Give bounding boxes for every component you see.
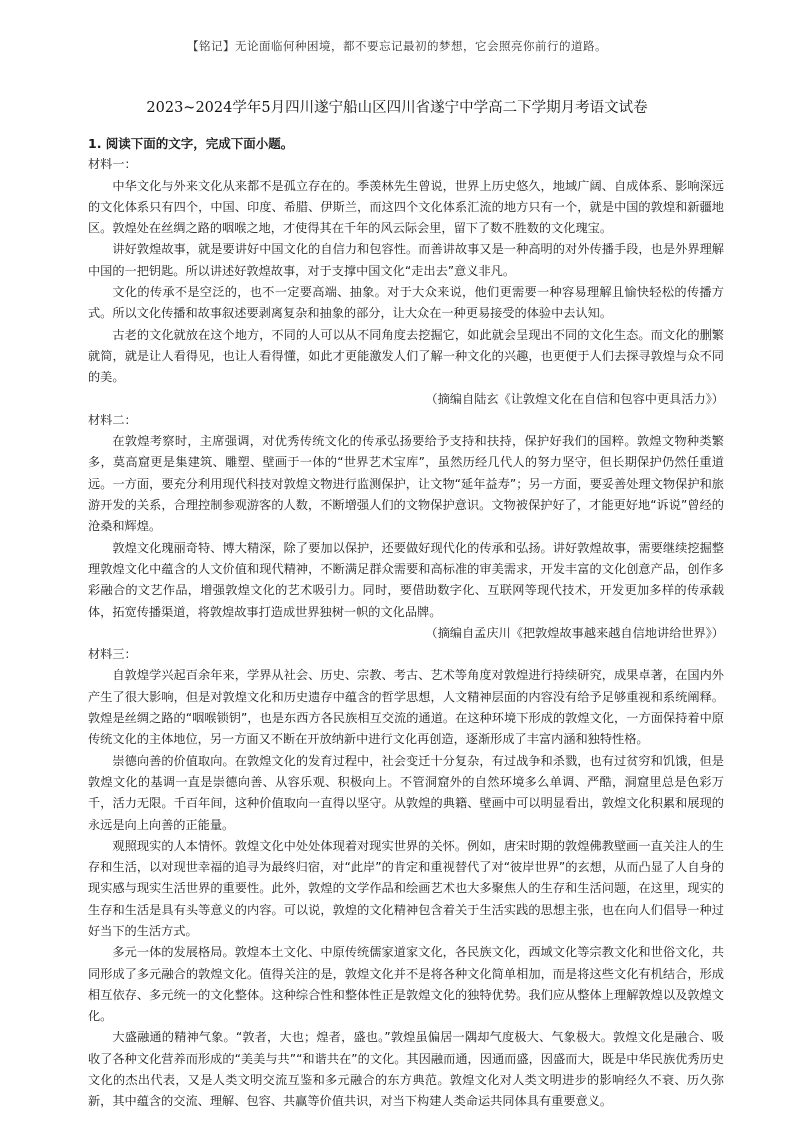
material1-label: 材料一： — [88, 157, 137, 172]
material3-paragraph: 自敦煌学兴起百余年来，学界从社会、历史、宗教、考古、艺术等角度对敦煌进行持续研究，成果卓著，在国内外产生了很大影响，但是对敦煌文化和历史遗存中蕴含的哲学思想，人文精神层面的内容没有给予足够重视和系统阐释。敦煌是丝绸之路的“咽喉锁钥”，也是东西方各民族相互交流的通道。在这种环境下形成的敦煌文化，一方面保持着中原传统文化的主体地位，另一方面又不断在开放纳新中进行文化再创造，逐渐形成了丰富内涵和独特性格。 — [88, 668, 724, 747]
page-title: 2023~2024学年5月四川遂宁船山区四川省遂宁中学高二下学期月考语文试卷 — [146, 100, 648, 116]
material2-label: 材料二： — [88, 412, 137, 427]
material2-paragraph: 在敦煌考察时，主席强调，对优秀传统文化的传承弘扬要给予支持和扶持，保护好我们的国粹。敦煌文物种类繁多，莫高窟更是集建筑、雕塑、壁画于一体的“世界艺术宝库”，虽然历经几代人的努力坚守，但长期保护仍然任重道远。一方面，要充分利用现代科技对敦煌文物进行监测保护，让文物“延年益寿”；另一方面，要妥善处理文物保护和旅游开发的关系，合理控制参观游客的人数，不断增强人们的文物保护意识。文物被保护好了，才能更好地“诉说”曾经的沧桑和辉煌。 — [88, 434, 724, 534]
material1-paragraph: 中华文化与外来文化从来都不是孤立存在的。季羡林先生曾说，世界上历史悠久，地域广阔、自成体系、影响深远的文化体系只有四个，中国、印度、希腊、伊斯兰，而这四个文化体系汇流的地方只有一个，就是中国的敦煌和新疆地区。敦煌处在丝绸之路的咽喉之地，才使得其在千年的风云际会里，留下了数不胜数的文化瑰宝。 — [88, 178, 724, 236]
material3-paragraph: 观照现实的人本情怀。敦煌文化中处处体现着对现实世界的关怀。例如，唐宋时期的敦煌佛教壁画一直关注人的生存和生活，以对现世幸福的追寻为最终归宿，对“此岸”的肯定和重视替代了对“彼岸世界”的玄想，从而凸显了人自身的现实感与现实生活世界的重要性。此外，敦煌的文学作品和绘画艺术也大多聚焦人的生存和生活问题，在这里，现实的生存和生活是具有头等意义的内容。可以说，敦煌的文化精神包含着关于生活实践的思想主张，也在向人们倡导一种过好当下的生活方式。 — [88, 838, 724, 938]
material1-paragraph: 文化的传承不是空泛的，也不一定要高端、抽象。对于大众来说，他们更需要一种容易理解且愉快轻松的传播方式。所以文化传播和故事叙述要剥离复杂和抽象的部分，让大众在一种更易接受的体验中去认知。 — [88, 285, 724, 321]
material3-paragraph: 多元一体的发展格局。敦煌本土文化、中原传统儒家道家文化，各民族文化，西域文化等宗教文化和世俗文化，共同形成了多元融合的敦煌文化。值得关注的是，敦煌文化并不是将各种文化简单相加，而是将这些文化有机结合，形成相互依存、多元统一的文化整体。这种综合性和整体性正是敦煌文化的独特优势。我们应从整体上理解敦煌以及敦煌文化。 — [88, 945, 724, 1024]
material3-paragraph: 崇德向善的价值取向。在敦煌文化的发育过程中，社会变迁十分复杂，有过战争和杀戮，也有过贫穷和饥饿，但是敦煌文化的基调一直是崇德向善、从容乐观、积极向上。不管洞窟外的自然环境多么单调、严酷，洞窟里总是色彩万千，活力无限。千百年间，这种价值取向一直得以坚守。从敦煌的典籍、壁画中可以明显看出，敦煌文化积累和展现的永远是向上向善的正能量。 — [88, 753, 724, 832]
material1-source: （摘编自陆玄《让敦煌文化在自信和包容中更具活力》） — [425, 391, 724, 406]
material1-paragraph: 讲好敦煌故事，就是要讲好中国文化的自信力和包容性。而善讲故事又是一种高明的对外传播手段，也是外界理解中国的一把钥匙。所以讲述好敦煌故事，对于支撑中国文化“走出去”意义非凡。 — [88, 242, 724, 278]
material1-paragraph: 古老的文化就放在这个地方，不同的人可以从不同角度去挖掘它，如此就会呈现出不同的文化生态。而文化的删繁就简，就是让人看得见，也让人看得懂，如此才更能激发人们了解一种文化的兴趣，也更便于人们去探寻敦煌与众不同的美。 — [88, 327, 724, 385]
material2-source: （摘编自孟庆川《把敦煌故事越来越自信地讲给世界》） — [425, 625, 724, 640]
motto-header: 【铭记】无论面临何种困境，都不要忘记最初的梦想，它会照亮你前行的道路。 — [187, 39, 607, 53]
material2-paragraph: 敦煌文化瑰丽奇特、博大精深，除了要加以保护，还要做好现代化的传承和弘扬。讲好敦煌故事，需要继续挖掘整理敦煌文化中蕴含的人文价值和现代精神，不断满足群众需要和高标准的审美需求，开发丰富的文化创意产品，创作多彩融合的文艺作品，增强敦煌文化的艺术吸引力。同时，要借助数字化、互联网等现代技术，开发更加多样的传承载体，拓宽传播渠道，将敦煌故事打造成世界独树一帜的文化品牌。 — [88, 540, 724, 619]
material3-paragraph: 大盛融通的精神气象。“敦者，大也；煌者，盛也。”敦煌虽偏居一隅却气度极大、气象极大。敦煌文化是融合、吸收了各种文化营养而形成的“美美与共”“和谐共在”的文化。其因融而通，因通而盛，因盛而大，既是中华民族优秀历史文化的杰出代表，又是人类文明交流互鉴和多元融合的东方典范。敦煌文化对人类文明进步的影响经久不衰、历久弥新，其中蕴含的交流、理解、包容、共赢等价值共识，对当下构建人类命运共同体具有重要意义。 — [88, 1030, 724, 1109]
material3-label: 材料三： — [88, 647, 137, 662]
document-body — [88, 133, 724, 1113]
question-heading: 1. 阅读下面的文字，完成下面小题。 — [88, 136, 294, 151]
